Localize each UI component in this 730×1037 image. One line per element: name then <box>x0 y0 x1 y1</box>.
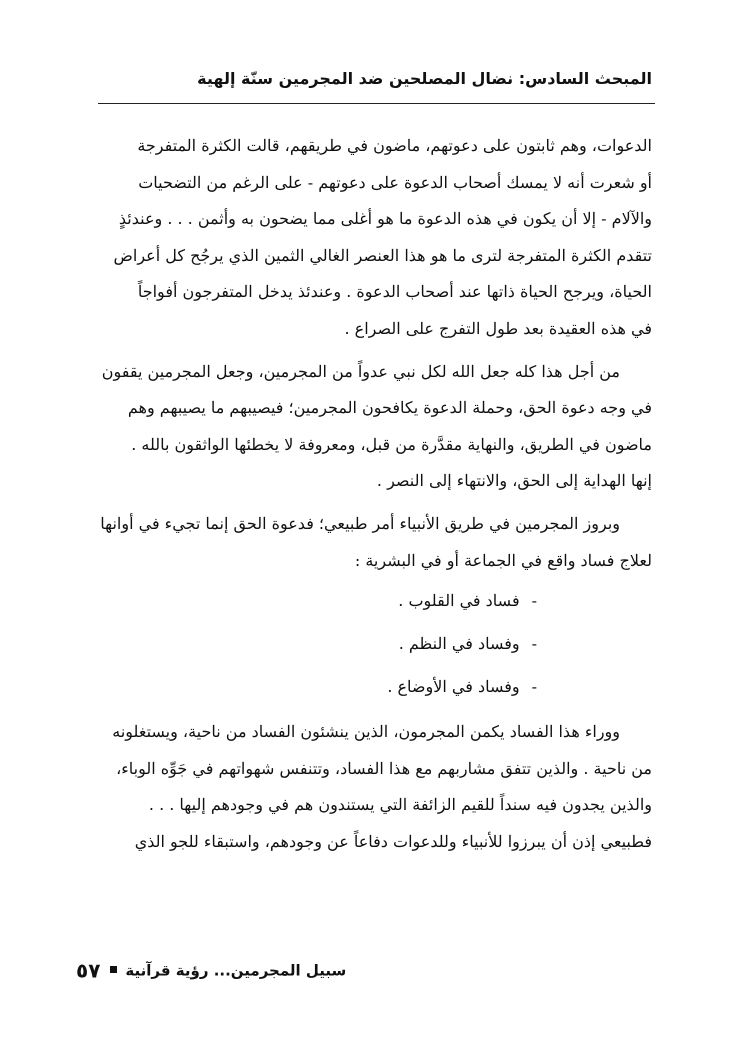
paragraph-4 <box>72 714 652 860</box>
text-line: والآلام - إلا أن يكون في هذه الدعوة ما هو أغلى مما يضحون به وأثمن . . . وعندئذٍ <box>118 209 652 229</box>
text-line: الدعوات، وهم ثابتون على دعوتهم، ماضون في طريقهم، قالت الكثرة المتفرجة <box>137 136 652 155</box>
list-item <box>72 622 652 665</box>
bullet-dash: - <box>531 634 537 654</box>
bullet-dash: - <box>531 677 537 697</box>
text-line: من ناحية . والذين تتفق مشاربهم مع هذا الفساد، وتتنفس شهواتهم في جَوِّه الوباء، <box>116 758 652 778</box>
list-item-text: فساد في القلوب . <box>398 591 520 611</box>
text-line: في هذه العقيدة بعد طول التفرج على الصراع . <box>344 318 652 338</box>
body-text <box>72 128 652 861</box>
paragraph-3 <box>72 506 652 579</box>
header-rule <box>98 103 655 104</box>
page-number: ٥٧ <box>76 958 101 983</box>
text-line: وبروز المجرمين في طريق الأنبياء أمر طبيعي؛ فدعوة الحق إنما تجيء في أوانها <box>100 513 620 533</box>
book-title: سبيل المجرمين... رؤية قرآنية <box>125 961 347 980</box>
text-line: إنها الهداية إلى الحق، والانتهاء إلى النصر . <box>376 471 652 491</box>
running-header-title: المبحث السادس: نضال المصلحين ضد المجرمين سنّة إلهية <box>197 69 652 88</box>
text-line: والذين يجدون فيه سنداً للقيم الزائفة التي يستندون هم في وجودهم إليها . . . <box>148 795 652 815</box>
text-line: فطبيعي إذن أن يبرزوا للأنبياء وللدعوات دفاعاً عن وجودهم، واستبقاء للجو الذي <box>134 831 652 851</box>
page-footer <box>76 958 346 983</box>
text-line: أو شعرت أنه لا يمسك أصحاب الدعوة على دعوتهم - على الرغم من التضحيات <box>138 172 652 192</box>
text-line: ووراء هذا الفساد يكمن المجرمون، الذين ينشئون الفساد من ناحية، ويستغلونه <box>112 722 620 742</box>
bullet-list <box>72 579 652 708</box>
text-line: الحياة، ويرجح الحياة ذاتها عند أصحاب الدعوة . وعندئذ يدخل المتفرجون أفواجاً <box>137 282 652 302</box>
list-item-text: وفساد في الأوضاع . <box>387 677 520 697</box>
paragraph-1 <box>72 128 652 348</box>
text-line: في وجه دعوة الحق، وحملة الدعوة يكافحون المجرمين؛ فيصيبهم ما يصيبهم وهم <box>127 398 652 418</box>
text-line: ماضون في الطريق، والنهاية مقدَّرة من قبل، ومعروفة لا يخطئها الواثقون بالله . <box>131 434 652 454</box>
list-item <box>72 665 652 708</box>
text-line: لعلاج فساد واقع في الجماعة أو في البشرية : <box>354 550 652 570</box>
text-line: من أجل هذا كله جعل الله لكل نبي عدواً من المجرمين، وجعل المجرمين يقفون <box>101 361 620 381</box>
text-line: تتقدم الكثرة المتفرجة لترى ما هو هذا العنصر الغالي الثمين الذي يرجُح كل أعراض <box>113 245 652 265</box>
list-item-text: وفساد في النظم . <box>398 634 520 654</box>
square-separator-icon <box>110 966 117 973</box>
bullet-dash: - <box>531 591 537 611</box>
paragraph-2 <box>72 354 652 500</box>
list-item <box>72 579 652 622</box>
